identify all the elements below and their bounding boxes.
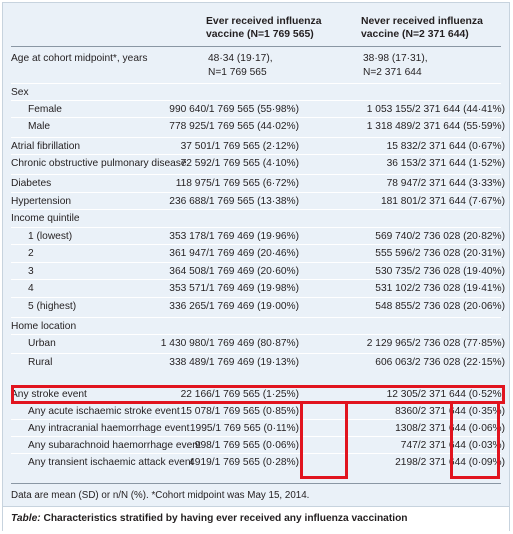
row-divider (11, 209, 501, 210)
cell-vaccinated: 353 178/1 769 469 (19·96%) (169, 231, 299, 242)
cell-vaccinated: 361 947/1 769 469 (20·46%) (169, 248, 299, 259)
row-divider (11, 334, 501, 335)
row-label: Any acute ischaemic stroke event (28, 406, 180, 417)
cell-vaccinated: 778 925/1 769 565 (44·02%) (169, 121, 299, 132)
cell-unvaccinated: 2198/2 371 644 (0·09%) (395, 457, 505, 468)
cell-vaccinated: 1 430 980/1 769 469 (80·87%) (160, 338, 299, 349)
row-label: Atrial fibrillation (11, 141, 81, 152)
row-divider (11, 117, 501, 118)
row-divider (11, 174, 501, 175)
row-label: Urban (28, 338, 56, 349)
cell-unvaccinated: 531 102/2 736 028 (19·41%) (375, 283, 505, 294)
table-row (3, 281, 509, 297)
cell-unvaccinated: 78 947/2 371 644 (3·33%) (386, 178, 505, 189)
cell-unvaccinated: 1 053 155/2 371 644 (44·41%) (366, 104, 505, 115)
table-row (3, 455, 509, 471)
cell-unvaccinated: 530 735/2 736 028 (19·40%) (375, 266, 505, 277)
row-divider (11, 227, 501, 228)
cell-unvaccinated: 8360/2 371 644 (0·35%) (395, 406, 505, 417)
header-unvaccinated: Never received influenza vaccine (N=2 371 644) (361, 16, 483, 40)
cell-vaccinated: 72 592/1 769 565 (4·10%) (180, 158, 299, 169)
table-row (3, 156, 509, 172)
cell-unvaccinated: 2 129 965/2 736 028 (77·85%) (366, 338, 505, 349)
cell-unvaccinated: 181 801/2 371 644 (7·67%) (380, 196, 505, 207)
row-divider (11, 83, 501, 84)
row-divider (11, 262, 501, 263)
cell-unvaccinated: 1308/2 371 644 (0·06%) (395, 423, 505, 434)
cell-unvaccinated: 12 305/2 371 644 (0·52%) (386, 389, 505, 400)
cell-vaccinated: 4919/1 769 565 (0·28%) (189, 457, 299, 468)
row-divider (11, 244, 501, 245)
highlight-any-stroke-row (11, 385, 505, 404)
header-vaccinated: Ever received influenza vaccine (N=1 769 565) (206, 16, 322, 40)
row-divider (11, 297, 501, 298)
cell-unvaccinated: 555 596/2 736 028 (20·31%) (375, 248, 505, 259)
row-label: Hypertension (11, 196, 72, 207)
table-caption: Table: Characteristics stratified by having ever received any influenza vaccination (11, 513, 408, 524)
highlight-vaccinated-percentages (300, 401, 348, 479)
table-row (3, 176, 509, 192)
cell-vaccinated: 1995/1 769 565 (0·11%) (189, 423, 299, 434)
caption-band (3, 506, 509, 533)
row-label: 2 (28, 248, 34, 259)
table-row (3, 336, 509, 352)
cell-vaccinated: 353 571/1 769 469 (19·98%) (169, 283, 299, 294)
row-label: Diabetes (11, 178, 52, 189)
cell-unvaccinated: 15 832/2 371 644 (0·67%) (386, 141, 505, 152)
table-row (3, 119, 509, 135)
table-row (3, 404, 509, 420)
row-divider (11, 453, 501, 454)
cell-vaccinated: 22 166/1 769 565 (1·25%) (180, 389, 299, 400)
row-divider (11, 317, 501, 318)
row-divider (11, 154, 501, 155)
cell-unvaccinated: 747/2 371 644 (0·03%) (400, 440, 505, 451)
row-label: Age at cohort midpoint*, years (11, 53, 148, 64)
footnote: Data are mean (SD) or n/N (%). *Cohort midpoint was May 15, 2014. (11, 490, 310, 501)
header-rule (11, 46, 501, 47)
row-divider (11, 353, 501, 354)
cell-unvaccinated: 38·98 (17·31), N=2 371 644 (363, 53, 428, 78)
table-row (3, 355, 509, 371)
cell-unvaccinated: 1 318 489/2 371 644 (55·59%) (366, 121, 505, 132)
cell-vaccinated: 336 265/1 769 469 (19·00%) (169, 301, 299, 312)
table-row (3, 229, 509, 245)
cell-vaccinated: 338 489/1 769 469 (19·13%) (169, 357, 299, 368)
row-divider (11, 100, 501, 101)
cell-unvaccinated: 606 063/2 736 028 (22·15%) (375, 357, 505, 368)
table-row (3, 194, 509, 210)
cell-vaccinated: 998/1 769 565 (0·06%) (194, 440, 299, 451)
row-label: Home location (11, 321, 77, 332)
cell-vaccinated: 15 078/1 769 565 (0·85%) (180, 406, 299, 417)
table-row (3, 139, 509, 155)
row-label: Chronic obstructive pulmonary disease (11, 158, 187, 169)
cell-vaccinated: 990 640/1 769 565 (55·98%) (169, 104, 299, 115)
cell-vaccinated: 118 975/1 769 565 (6·72%) (175, 178, 299, 189)
row-label: 5 (highest) (28, 301, 77, 312)
row-label: Sex (11, 87, 29, 98)
footer-rule (11, 483, 501, 484)
table-row (3, 246, 509, 262)
table-row (3, 211, 509, 227)
row-label: 4 (28, 283, 34, 294)
table-row (3, 438, 509, 454)
table-header (3, 3, 509, 45)
row-divider (11, 192, 501, 193)
table-row (3, 102, 509, 118)
row-label: Any subarachnoid haemorrhage event (28, 440, 201, 451)
table-row (3, 299, 509, 315)
row-label: Any stroke event (11, 389, 87, 400)
row-divider (11, 137, 501, 138)
row-label: Any intracranial haemorrhage event (28, 423, 190, 434)
row-label: Female (28, 104, 62, 115)
row-label: 3 (28, 266, 34, 277)
table-row (3, 85, 509, 101)
table-row (3, 264, 509, 280)
cell-vaccinated: 48·34 (19·17), N=1 769 565 (208, 53, 273, 78)
row-divider (11, 419, 501, 420)
table-row (3, 319, 509, 335)
cell-unvaccinated: 548 855/2 736 028 (20·06%) (375, 301, 505, 312)
row-label: Male (28, 121, 51, 132)
row-divider (11, 436, 501, 437)
cell-vaccinated: 364 508/1 769 469 (20·60%) (169, 266, 299, 277)
row-label: Rural (28, 357, 53, 368)
row-divider (11, 279, 501, 280)
table-row (3, 421, 509, 437)
row-label: Any transient ischaemic attack event (28, 457, 194, 468)
cell-vaccinated: 236 688/1 769 565 (13·38%) (169, 196, 299, 207)
row-label: 1 (lowest) (28, 231, 73, 242)
table-panel (2, 2, 510, 531)
highlight-unvaccinated-percentages (450, 401, 500, 479)
row-label: Income quintile (11, 213, 80, 224)
table-row (3, 51, 509, 78)
cell-vaccinated: 37 501/1 769 565 (2·12%) (180, 141, 299, 152)
cell-unvaccinated: 36 153/2 371 644 (1·52%) (386, 158, 505, 169)
cell-unvaccinated: 569 740/2 736 028 (20·82%) (375, 231, 505, 242)
